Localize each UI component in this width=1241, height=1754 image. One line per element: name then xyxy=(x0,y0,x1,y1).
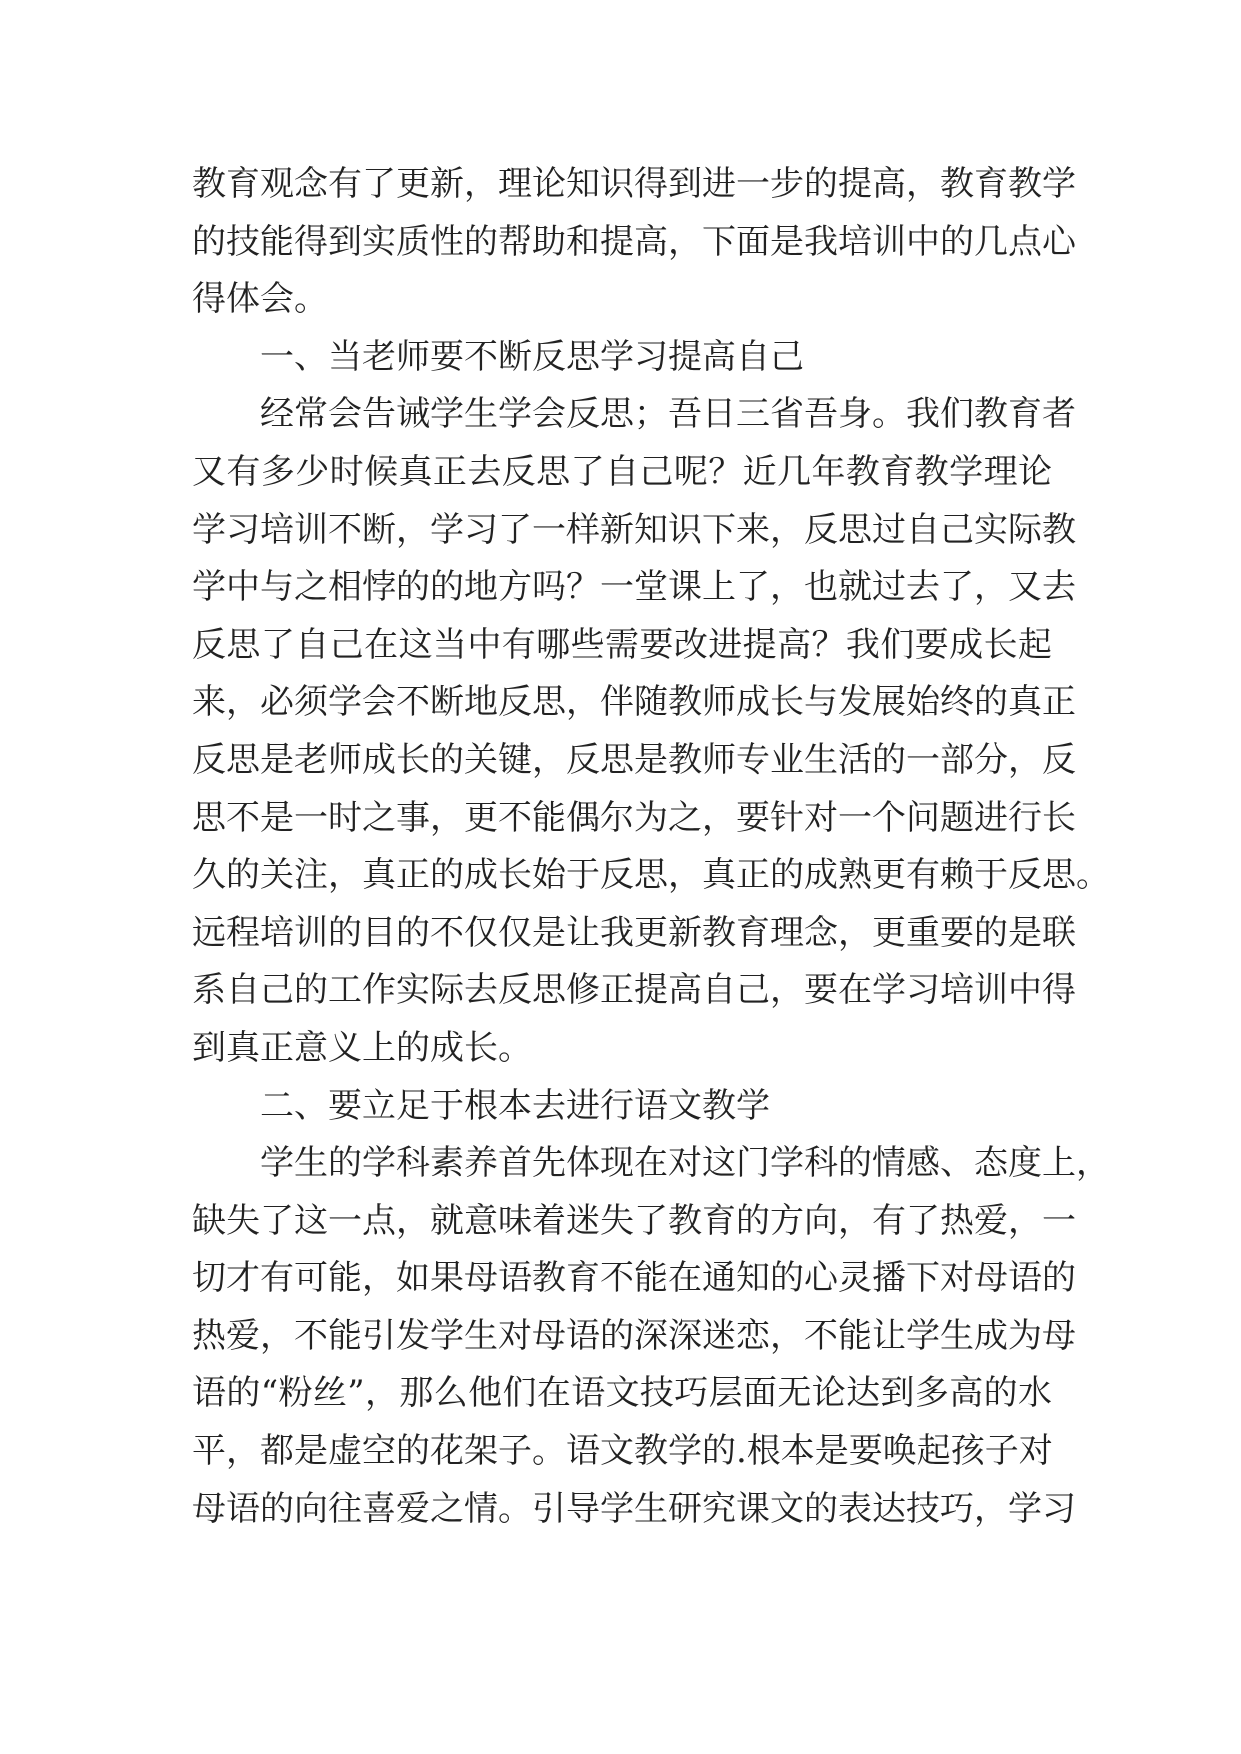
text-line: 平，都是虚空的花架子。语文教学的.根本是要唤起孩子对 xyxy=(192,1431,1053,1472)
text-line: 远程培训的目的不仅仅是让我更新教育理念，更重要的是联 xyxy=(192,912,1076,953)
text-line: 来，必须学会不断地反思，伴随教师成长与发展始终的真正 xyxy=(192,682,1076,723)
text-line: 得体会。 xyxy=(192,279,328,320)
text-line: 学习培训不断，学习了一样新知识下来，反思过自己实际教 xyxy=(192,509,1076,550)
text-line: 缺失了这一点，就意味着迷失了教育的方向，有了热爱，一 xyxy=(192,1200,1076,1241)
text-line: 系自己的工作实际去反思修正提高自己，要在学习培训中得 xyxy=(192,970,1076,1011)
text-line: 语的“粉丝”，那么他们在语文技巧层面无论达到多高的水 xyxy=(192,1373,1052,1414)
text-line: 思不是一时之事，更不能偶尔为之，要针对一个问题进行长 xyxy=(192,797,1076,838)
document-body xyxy=(192,156,1110,1538)
text-line: 反思了自己在这当中有哪些需要改进提高？我们要成长起 xyxy=(192,624,1052,665)
text-line: 母语的向往喜爱之情。引导学生研究课文的表达技巧，学习 xyxy=(192,1488,1076,1529)
text-line: 一、当老师要不断反思学习提高自己 xyxy=(260,336,804,377)
text-line: 的技能得到实质性的帮助和提高，下面是我培训中的几点心 xyxy=(192,221,1076,262)
text-line: 又有多少时候真正去反思了自己呢？近几年教育教学理论 xyxy=(192,451,1052,492)
text-line: 经常会告诫学生学会反思；吾日三省吾身。我们教育者 xyxy=(260,394,1076,435)
text-line: 反思是老师成长的关键，反思是教师专业生活的一部分，反 xyxy=(192,739,1076,780)
text-line: 学中与之相悖的的地方吗？一堂课上了，也就过去了，又去 xyxy=(192,567,1076,608)
text-line: 学生的学科素养首先体现在对这门学科的情感、态度上， xyxy=(260,1143,1110,1184)
text-line: 到真正意义上的成长。 xyxy=(192,1027,532,1068)
text-line: 切才有可能，如果母语教育不能在通知的心灵播下对母语的 xyxy=(192,1258,1076,1299)
text-line: 二、要立足于根本去进行语文教学 xyxy=(260,1085,770,1126)
text-line: 久的关注，真正的成长始于反思，真正的成熟更有赖于反思。 xyxy=(192,855,1110,896)
text-line: 教育观念有了更新，理论知识得到进一步的提高，教育教学 xyxy=(192,164,1076,204)
text-line: 热爱，不能引发学生对母语的深深迷恋，不能让学生成为母 xyxy=(192,1315,1076,1356)
